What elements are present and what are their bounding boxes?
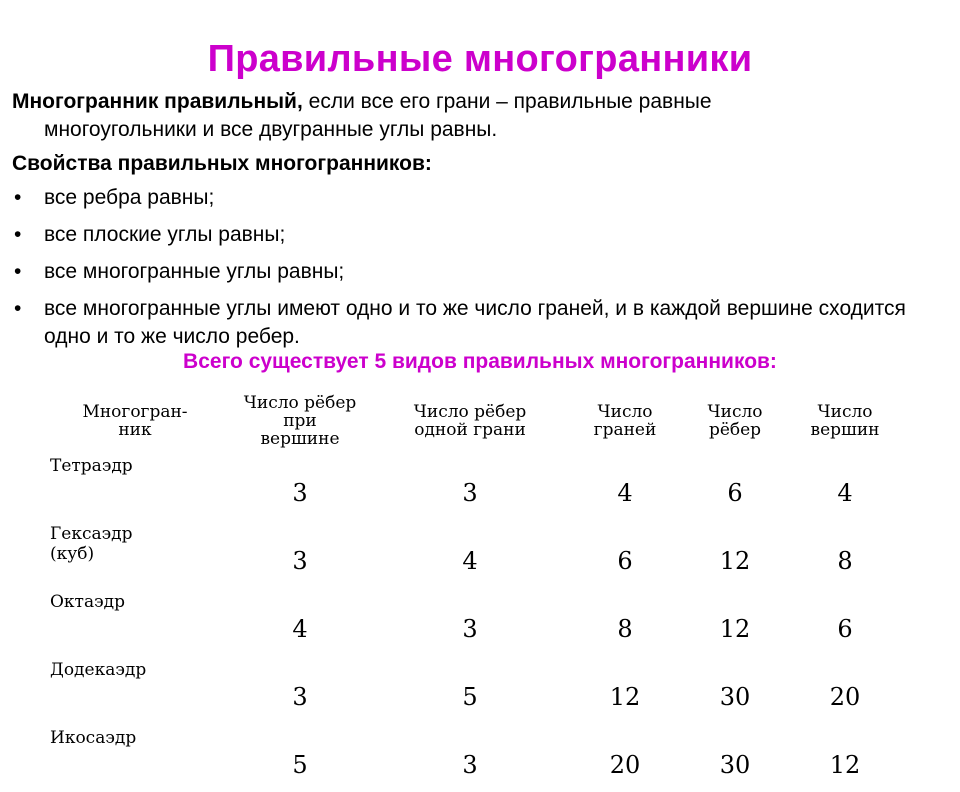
bullet-icon: • — [14, 223, 22, 246]
name-line: Гексаэдр — [50, 524, 133, 544]
properties-list — [12, 184, 952, 360]
header-line: Число — [707, 402, 763, 422]
cell-faces: 20 — [609, 751, 641, 779]
cell-edges-per-face: 3 — [462, 479, 478, 507]
cell-faces: 8 — [617, 615, 633, 643]
property-text: все ребра равны; — [44, 186, 215, 209]
cell-edges-per-vertex: 4 — [292, 615, 308, 643]
cell-edges-per-vertex: 3 — [292, 683, 308, 711]
polyhedra-table — [40, 390, 900, 792]
page-title: Правильные многогранники — [207, 38, 753, 80]
cell-edges-per-face: 4 — [462, 547, 478, 575]
cell-polyhedron-name — [40, 520, 230, 588]
header-edges-per-face — [370, 390, 570, 452]
header-line: Многогран- — [82, 402, 188, 422]
cell-polyhedron-name — [40, 724, 230, 792]
list-item — [12, 295, 952, 351]
cell-edges: 6 — [727, 479, 743, 507]
header-line: Число — [597, 402, 653, 422]
property-text: все плоские углы равны; — [44, 223, 286, 246]
cell-edges: 12 — [719, 615, 751, 643]
name-line: Тетраэдр — [50, 456, 133, 476]
cell-vertices: 4 — [837, 479, 853, 507]
name-line: Додекаэдр — [50, 660, 147, 680]
property-text: все многогранные углы равны; — [44, 260, 345, 283]
cell-faces: 12 — [609, 683, 641, 711]
header-polyhedron — [40, 390, 230, 452]
table-row — [40, 520, 900, 588]
header-line: вершине — [260, 429, 340, 449]
summary-line: Всего существует 5 видов правильных многогранников: — [183, 350, 777, 373]
header-line: рёбер — [708, 420, 762, 440]
cell-vertices: 12 — [829, 751, 861, 779]
table-row — [40, 588, 900, 656]
header-vertices — [790, 390, 900, 452]
table-header-row — [40, 390, 900, 452]
cell-edges-per-face: 3 — [462, 615, 478, 643]
definition — [12, 88, 952, 144]
cell-edges-per-face: 3 — [462, 751, 478, 779]
name-line: Октаэдр — [50, 592, 125, 612]
header-line: Число рёбер — [243, 393, 357, 413]
header-faces — [570, 390, 680, 452]
table-row — [40, 656, 900, 724]
table-row — [40, 452, 900, 520]
definition-line-1 — [12, 88, 952, 116]
bullet-icon: • — [14, 260, 22, 283]
cell-polyhedron-name — [40, 588, 230, 656]
cell-edges: 12 — [719, 547, 751, 575]
cell-vertices: 20 — [829, 683, 861, 711]
name-line: (куб) — [50, 544, 95, 564]
name-line: Икосаэдр — [50, 728, 137, 748]
list-item — [12, 221, 952, 249]
cell-edges-per-face: 5 — [462, 683, 478, 711]
cell-polyhedron-name — [40, 452, 230, 520]
header-line: граней — [593, 420, 657, 440]
cell-vertices: 6 — [837, 615, 853, 643]
definition-term: Многогранник правильный, — [12, 90, 303, 113]
cell-edges: 30 — [719, 751, 751, 779]
list-item — [12, 184, 952, 212]
cell-vertices: 8 — [837, 547, 853, 575]
header-line: Число рёбер — [413, 402, 527, 422]
list-item — [12, 258, 952, 286]
definition-line-2: многоугольники и все двугранные углы равны. — [44, 118, 498, 141]
bullet-icon: • — [14, 297, 22, 320]
header-line: Число — [817, 402, 873, 422]
definition-text: если все его грани – правильные равные — [302, 90, 712, 113]
header-edges — [680, 390, 790, 452]
cell-polyhedron-name — [40, 656, 230, 724]
header-edges-per-vertex — [230, 390, 370, 452]
cell-edges: 30 — [719, 683, 751, 711]
properties-heading: Свойства правильных многогранников: — [12, 152, 432, 175]
header-line: ник — [118, 420, 152, 440]
header-line: при — [283, 411, 317, 431]
cell-edges-per-vertex: 3 — [292, 547, 308, 575]
cell-faces: 6 — [617, 547, 633, 575]
cell-edges-per-vertex: 3 — [292, 479, 308, 507]
cell-faces: 4 — [617, 479, 633, 507]
bullet-icon: • — [14, 186, 22, 209]
property-text: все многогранные углы имеют одно и то же число граней, и в каждой вершине сходится одно и то же число ребер. — [44, 297, 906, 348]
header-line: одной грани — [414, 420, 526, 440]
cell-edges-per-vertex: 5 — [292, 751, 308, 779]
header-line: вершин — [810, 420, 880, 440]
table-row — [40, 724, 900, 792]
